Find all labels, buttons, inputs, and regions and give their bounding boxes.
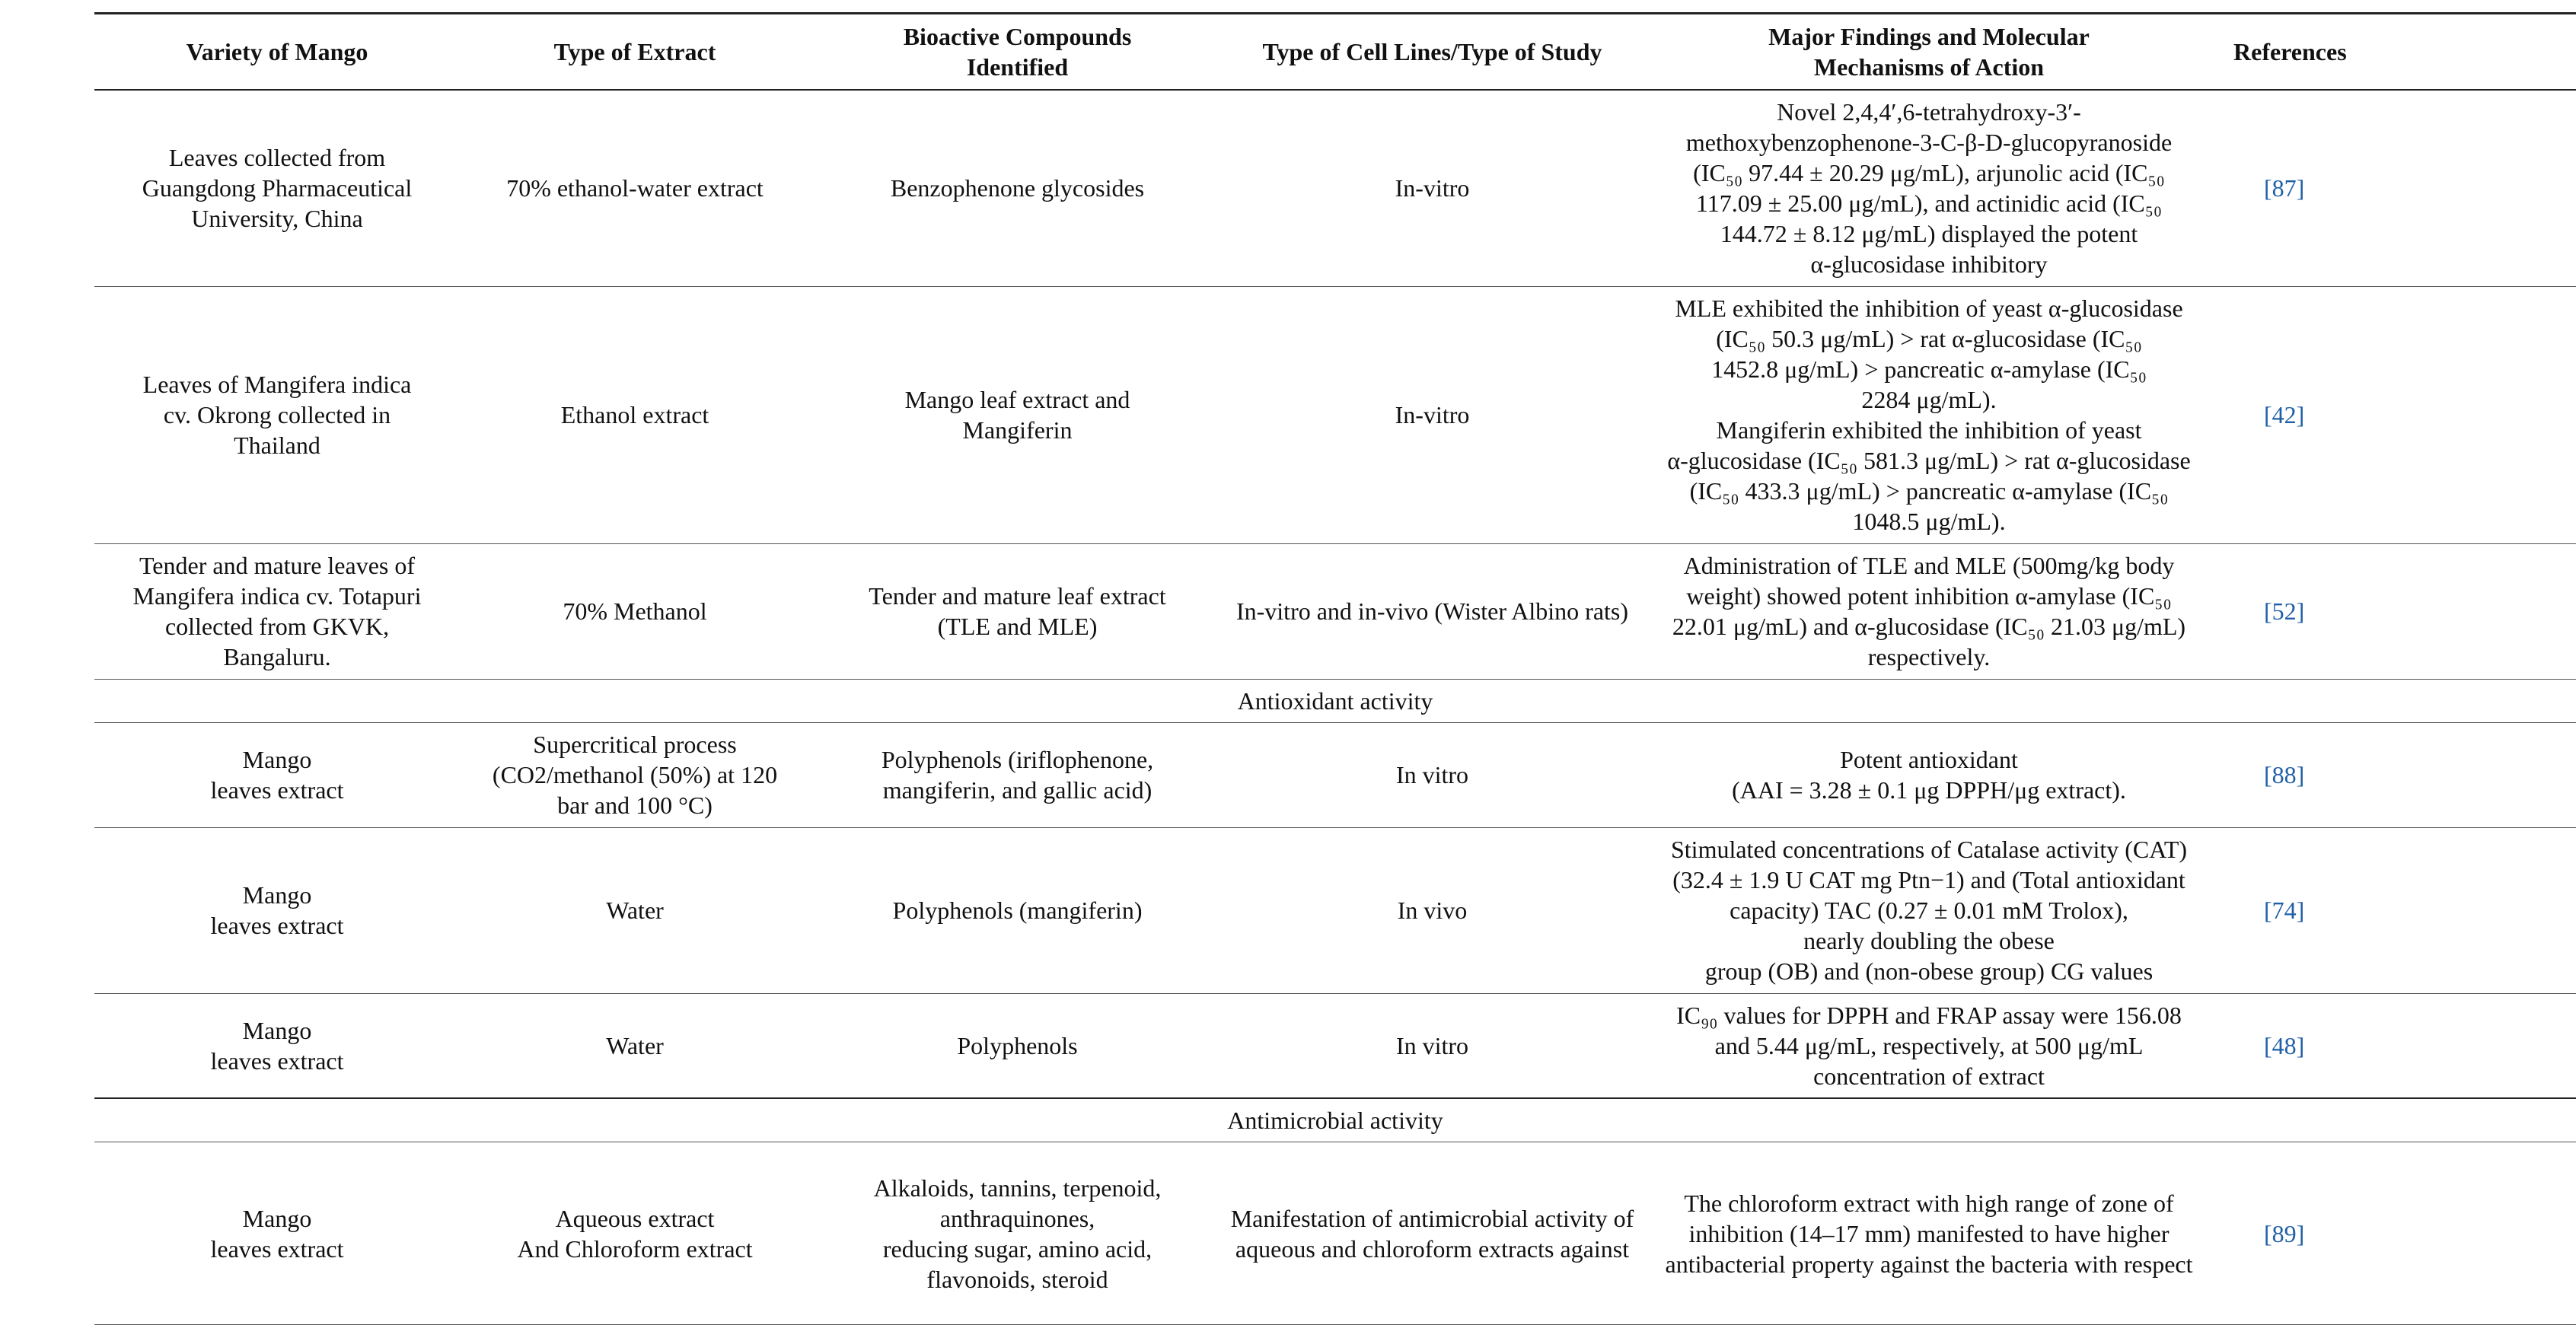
cell-findings: MLE exhibited the inhibition of yeast α-glucosidase (IC₅₀ 50.3 μg/mL) > rat α-glucosidase (IC₅₀ 1452.8 μg/mL) > pancreatic α-amylase (IC₅₀ 2284 μg/mL). Mangiferin exhibited the inhibition of yeast α-glucosidase (IC₅₀ 581.3 μg/mL) > rat α-glucosidase (IC₅₀ 433.3 μg/mL) > pancreatic α-amylase (IC₅₀ 1048.5 μg/mL). bbox=[1640, 286, 2218, 543]
cell-variety: Mango leaves extract bbox=[94, 993, 460, 1098]
header-row bbox=[94, 14, 2576, 91]
table-row bbox=[94, 543, 2576, 679]
cell-variety: Mango leaves extract bbox=[94, 722, 460, 827]
section-row-antimicrobial bbox=[94, 1098, 2576, 1142]
cell-extract: Aqueous extract And Chloroform extract bbox=[460, 1142, 810, 1325]
reference-link[interactable]: [89] bbox=[2264, 1219, 2305, 1247]
cell-findings: Stimulated concentrations of Catalase activity (CAT) (32.4 ± 1.9 U CAT mg Ptn−1) and (Total antioxidant capacity) TAC (0.27 ± 0.01 mM Trolox), nearly doubling the obese group (OB) and (non-obese group) CG values bbox=[1640, 827, 2218, 993]
cell-extract: Water bbox=[460, 993, 810, 1098]
cell-compounds: Mango leaf extract and Mangiferin bbox=[810, 286, 1225, 543]
cell-study: In vivo bbox=[1225, 827, 1640, 993]
cell-study: In-vitro and in-vivo (Wister Albino rats) bbox=[1225, 543, 1640, 679]
section-row-antioxidant bbox=[94, 679, 2576, 722]
header-variety: Variety of Mango bbox=[94, 14, 460, 91]
cell-extract: Water bbox=[460, 827, 810, 993]
cell-findings: Administration of TLE and MLE (500mg/kg body weight) showed potent inhibition α-amylase (IC₅₀ 22.01 μg/mL) and α-glucosidase (IC₅₀ 21.03 μg/mL) respectively. bbox=[1640, 543, 2218, 679]
cell-extract: Ethanol extract bbox=[460, 286, 810, 543]
section-title: Antioxidant activity bbox=[94, 679, 2576, 722]
cell-study: In-vitro bbox=[1225, 286, 1640, 543]
cell-reference[interactable] bbox=[2218, 1142, 2576, 1325]
cell-reference[interactable] bbox=[2218, 90, 2576, 286]
reference-link[interactable]: [52] bbox=[2264, 597, 2305, 625]
header-findings: Major Findings and Molecular Mechanisms of Action bbox=[1640, 14, 2218, 91]
table-row bbox=[94, 993, 2576, 1098]
reference-link[interactable]: [87] bbox=[2264, 174, 2305, 202]
cell-study: In vitro bbox=[1225, 722, 1640, 827]
data-table bbox=[94, 12, 2576, 1325]
header-extract: Type of Extract bbox=[460, 14, 810, 91]
table-row bbox=[94, 286, 2576, 543]
header-references: References bbox=[2218, 14, 2576, 91]
table-row bbox=[94, 722, 2576, 827]
cell-reference[interactable] bbox=[2218, 543, 2576, 679]
cell-variety: Mango leaves extract bbox=[94, 1142, 460, 1325]
cell-reference[interactable] bbox=[2218, 993, 2576, 1098]
cell-compounds: Polyphenols bbox=[810, 993, 1225, 1098]
cell-findings: Potent antioxidant (AAI = 3.28 ± 0.1 μg DPPH/μg extract). bbox=[1640, 722, 2218, 827]
cell-compounds: Alkaloids, tannins, terpenoid, anthraquinones, reducing sugar, amino acid, flavonoids, steroid bbox=[810, 1142, 1225, 1325]
cell-findings: The chloroform extract with high range of zone of inhibition (14–17 mm) manifested to have higher antibacterial property against the bacteria with respect bbox=[1640, 1142, 2218, 1325]
cell-extract: Supercritical process (CO2/methanol (50%) at 120 bar and 100 °C) bbox=[460, 722, 810, 827]
reference-link[interactable]: [88] bbox=[2264, 761, 2305, 788]
cell-findings: IC₉₀ values for DPPH and FRAP assay were 156.08 and 5.44 μg/mL, respectively, at 500 μg/mL concentration of extract bbox=[1640, 993, 2218, 1098]
cell-reference[interactable] bbox=[2218, 286, 2576, 543]
cell-study: Manifestation of antimicrobial activity of aqueous and chloroform extracts against bbox=[1225, 1142, 1640, 1325]
header-compounds: Bioactive Compounds Identified bbox=[810, 14, 1225, 91]
cell-compounds: Tender and mature leaf extract (TLE and MLE) bbox=[810, 543, 1225, 679]
cell-reference[interactable] bbox=[2218, 722, 2576, 827]
cell-variety: Leaves collected from Guangdong Pharmaceutical University, China bbox=[94, 90, 460, 286]
cell-study: In-vitro bbox=[1225, 90, 1640, 286]
cell-compounds: Polyphenols (iriflophenone, mangiferin, and gallic acid) bbox=[810, 722, 1225, 827]
reference-link[interactable]: [74] bbox=[2264, 897, 2305, 924]
cell-variety: Leaves of Mangifera indica cv. Okrong collected in Thailand bbox=[94, 286, 460, 543]
cell-compounds: Benzophenone glycosides bbox=[810, 90, 1225, 286]
reference-link[interactable]: [48] bbox=[2264, 1031, 2305, 1059]
table-row bbox=[94, 1142, 2576, 1325]
cell-study: In vitro bbox=[1225, 993, 1640, 1098]
cell-compounds: Polyphenols (mangiferin) bbox=[810, 827, 1225, 993]
cell-extract: 70% Methanol bbox=[460, 543, 810, 679]
section-title: Antimicrobial activity bbox=[94, 1098, 2576, 1142]
cell-variety: Tender and mature leaves of Mangifera indica cv. Totapuri collected from GKVK, Bangaluru. bbox=[94, 543, 460, 679]
cell-reference[interactable] bbox=[2218, 827, 2576, 993]
cell-variety: Mango leaves extract bbox=[94, 827, 460, 993]
table-row bbox=[94, 827, 2576, 993]
cell-findings: Novel 2,4,4′,6-tetrahydroxy-3′- methoxybenzophenone-3-C-β-D-glucopyranoside (IC₅₀ 97.44 ± 20.29 μg/mL), arjunolic acid (IC₅₀ 117.09 ± 25.00 μg/mL), and actinidic acid (IC₅₀ 144.72 ± 8.12 μg/mL) displayed the potent α-glucosidase inhibitory bbox=[1640, 90, 2218, 286]
reference-link[interactable]: [42] bbox=[2264, 401, 2305, 428]
table-row bbox=[94, 90, 2576, 286]
header-study: Type of Cell Lines/Type of Study bbox=[1225, 14, 1640, 91]
cell-extract: 70% ethanol-water extract bbox=[460, 90, 810, 286]
